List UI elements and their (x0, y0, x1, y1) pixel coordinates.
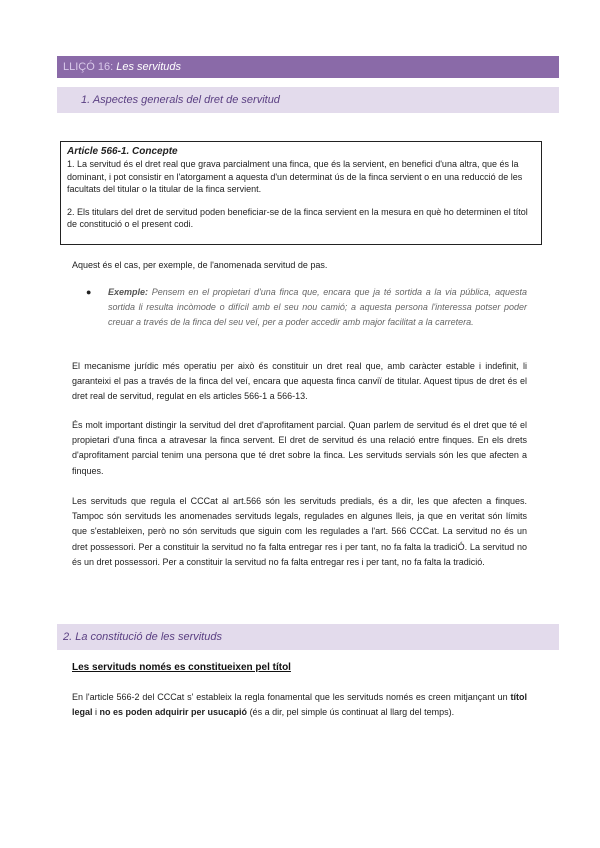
section-2-heading: 2. La constitució de les servituds (57, 624, 559, 650)
p5-text-1: En l'article 566-2 del CCCat s' estableix la regla fonamental que les servituds només es creen mitjançant un (72, 692, 511, 702)
article-paragraph-1: 1. La servitud és el dret real que grava parcialment una finca, que és la servient, en benefici d'una altra, que és la dominant, i pot consistir en l'atorgament a aquesta d'un determinat ús de la finca servient o en una reducció de les facultats del titular o la titular de la finca servient. (67, 159, 523, 195)
bullet-icon: ● (86, 287, 92, 297)
lesson-header (57, 56, 559, 78)
subheading-title: Les servituds només es constitueixen pel títol (72, 662, 291, 673)
article-box (60, 141, 542, 245)
paragraph-mechanism: El mecanisme jurídic més operatiu per això és constituir un dret real que, amb caràcter estable i indefinit, li garanteixi el pas a través de la finca del veí, encara que aquesta finca canviï de titular. Aquest tipus de dret és el dret real de servitud, regulat en els articles 566-1 a 566-13. (72, 361, 527, 402)
section-1-heading: 1. Aspectes generals del dret de servitud (57, 87, 559, 113)
p5-bold-1: títol legal (72, 692, 527, 718)
example-text (108, 285, 527, 331)
article-paragraph-2: 2. Els titulars del dret de servitud poden beneficiar-se de la finca servient en la mesura en què ho determinen el títol de constitució o el present codi. (67, 206, 528, 230)
example-body: Pensem en el propietari d'una finca que, encara que ja té sortida a la via pública, aquesta sortida li resulta incòmode o difícil amb el seu nou camió; a aquesta persona l'interessa potser poder creuar a través de la finca del seu veí, per a poder accedir amb major facilitat a la carretera. (108, 287, 527, 328)
paragraph-distinction: És molt important distingir la servitud del dret d'aprofitament parcial. Quan parlem de servitud és el dret que té el propietari d'una finca a atravesar la finca servent. El dret de servitud és una relació entre finques. En els drets d'aprofitament parcial tenim una persona que té dret sobre la finca. Les servituds servials són les que afecten a finques. (72, 420, 527, 476)
lesson-title: Les servituds (116, 61, 182, 73)
example-label: Exemple: (108, 287, 149, 297)
article-title: Article 566-1. Concepte (67, 146, 178, 157)
lesson-number: LLIÇÓ 16: (63, 61, 114, 73)
intro-paragraph: Aquest és el cas, per exemple, de l'anomenada servitud de pas. (72, 260, 328, 270)
paragraph-predial: Les servituds que regula el CCCat al art.566 són les servituds predials, és a dir, les que afecten a finques. Tampoc són servituds les anomenades servituds legals, regulades en algunes lleis, ja que en veritat són límits que s'estableixen, però no són servituds que siguin com les regulades a l'art. 566 CCCat. La servitud no és un dret possessori. Per a constituir la servitud no fa falta entregar res i per tant, no fa falta la tradiciÓ. La servitud no és un dret possessori. Per a constituir la servitud no fa falta entregar res i per tant, no fa falta la tradició. (72, 496, 527, 567)
p5-text-2: i (92, 707, 100, 718)
example-bullet (86, 285, 527, 331)
paragraph-constitution (72, 690, 527, 720)
p5-bold-2: no es poden adquirir per usucapió (99, 707, 248, 718)
p5-text-3: (és a dir, pel simple ús continuat al llarg del temps). (247, 707, 455, 718)
